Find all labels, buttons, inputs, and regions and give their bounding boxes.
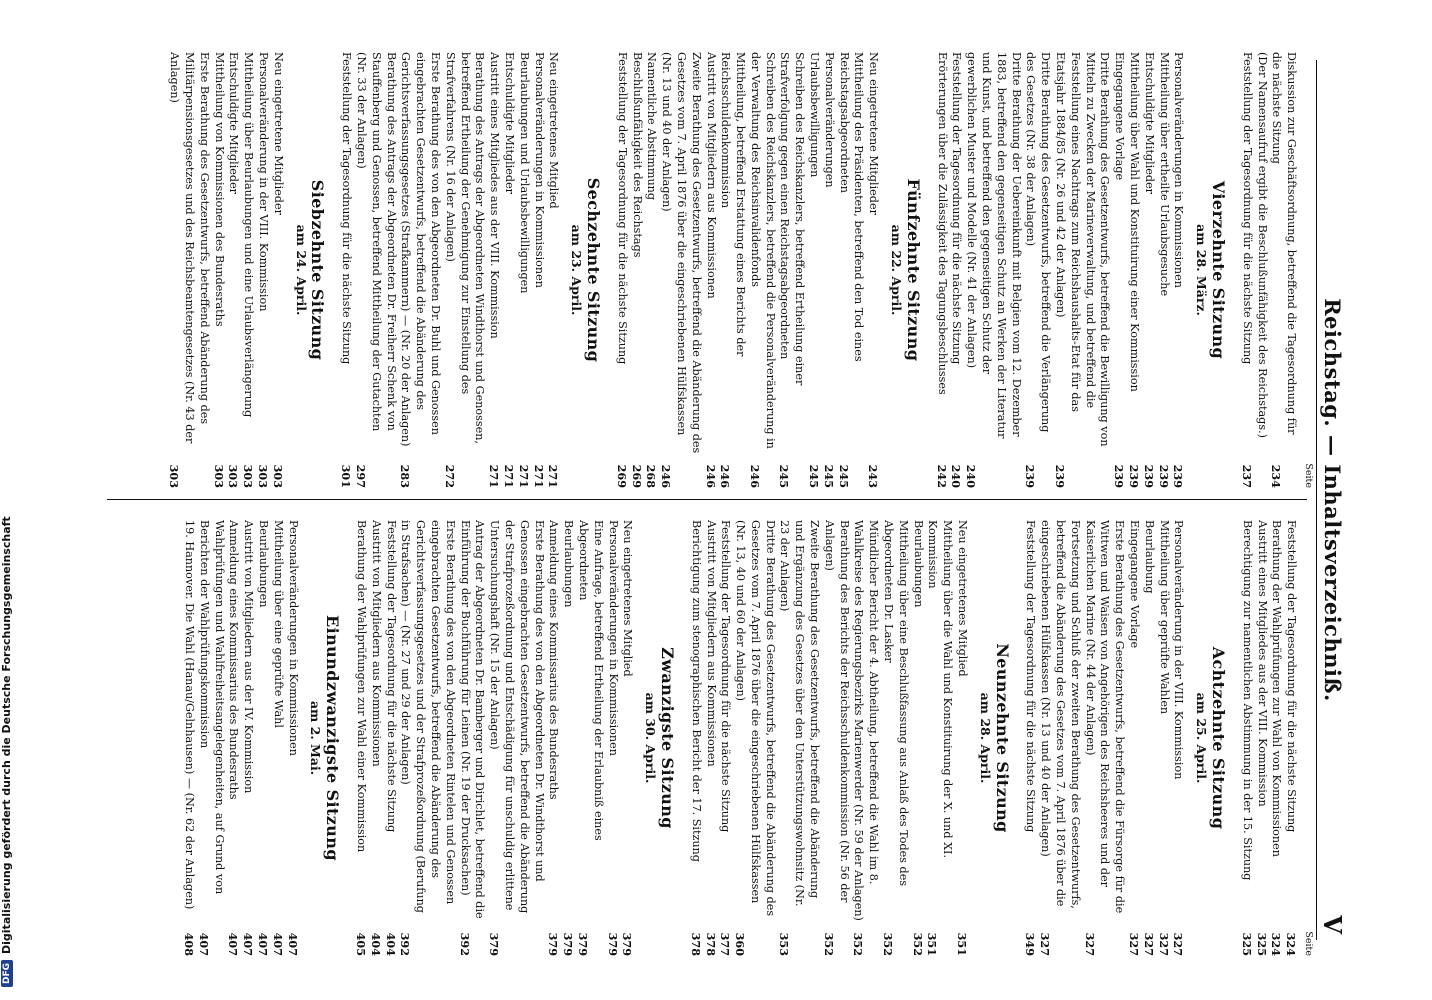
toc-entry bbox=[226, 52, 241, 488]
toc-entry bbox=[954, 520, 969, 956]
entry-page-number: 239 bbox=[1112, 464, 1127, 488]
entry-text: Zweite Berathung des Gesetzentwurfs, betreffend die Abänderung und Ergänzung des Gesetzes über den Unterstützungswohnsitz (Nr. 23 der Anlagen) bbox=[778, 520, 822, 907]
entry-page-number: 246 bbox=[747, 464, 762, 488]
entry-page-number: 379 bbox=[575, 932, 590, 956]
seite-label: Seite bbox=[1303, 931, 1314, 956]
toc-entry bbox=[925, 520, 955, 956]
toc-entry bbox=[1111, 52, 1126, 488]
toc-entry bbox=[270, 52, 285, 488]
toc-section bbox=[166, 52, 328, 488]
section-title: Einundzwanzigste Sitzung bbox=[323, 615, 343, 861]
entry-page-number: 237 bbox=[1239, 464, 1254, 488]
section-date: am 30. April. bbox=[643, 692, 659, 784]
toc-entry bbox=[196, 520, 226, 956]
footer-text: Digitalisierung gefördert durch die Deutsche Forschungsgemeinschaft bbox=[0, 516, 13, 954]
entry-page-number: 239 bbox=[1141, 464, 1156, 488]
entry-page-number: 407 bbox=[270, 932, 285, 956]
entry-text: Namentliche Abstimmung bbox=[645, 52, 659, 201]
entry-text: Beurlaubungen bbox=[257, 520, 270, 608]
entry-text: Entschuldigte Mitglieder bbox=[227, 52, 241, 195]
toc-entry bbox=[240, 520, 255, 956]
toc-entry bbox=[255, 52, 270, 488]
toc-entry bbox=[620, 520, 635, 956]
entry-page-number: 303 bbox=[270, 464, 285, 488]
entry-text: Beurlaubung bbox=[1142, 520, 1156, 594]
entry-text: Fortsetzung und Schluß der zweiten Berathung des Gesetzentwurfs, betreffend die Abänderung des Gesetzes vom 7. April 1876 über die eingeschriebenen Hülfskassen (Nr. 13 und 40 der Anlagen) bbox=[1039, 520, 1082, 909]
toc-entry bbox=[1037, 520, 1081, 956]
entry-text: Mittheilung über ertheilte Urlaubsgesuche bbox=[1157, 52, 1171, 297]
entry-text: Neu eingetretene Mitglieder bbox=[271, 52, 285, 215]
toc-entry bbox=[270, 520, 285, 956]
entry-text: Personalveränderungen in Kommissionen bbox=[1172, 52, 1186, 288]
section-date: am 24. April. bbox=[293, 224, 309, 316]
seite-label: Seite bbox=[1303, 463, 1314, 488]
toc-entry bbox=[255, 520, 270, 956]
entry-page-number: 271 bbox=[487, 464, 502, 488]
toc-entry bbox=[353, 52, 397, 488]
entry-page-number: 327 bbox=[1038, 932, 1053, 956]
toc-section bbox=[688, 520, 1012, 956]
entry-page-number: 352 bbox=[851, 932, 866, 956]
entry-text: Berathung des Berichts der Reichsschuldenkommission (Nr. 56 der Anlagen) bbox=[822, 520, 851, 903]
entry-text: Austritt von Mitgliedern aus Kommissionen bbox=[704, 52, 718, 299]
entry-page-number: 324 bbox=[1269, 932, 1284, 956]
entry-page-number: 324 bbox=[1284, 932, 1299, 956]
entry-text: Feststellung der Tagesordnung für die nächste Sitzung bbox=[615, 52, 629, 365]
entry-text: Erörterungen über die Zulässigkeit des Tagungsbeschlusses bbox=[935, 52, 949, 395]
entry-text: Berechtigung zur namentlichen Abstimmung in der 15. Sitzung bbox=[1240, 520, 1254, 881]
toc-entry bbox=[338, 52, 353, 488]
toc-entry bbox=[934, 52, 949, 488]
entry-page-number: 245 bbox=[821, 464, 836, 488]
section-date: am 23. April. bbox=[569, 224, 585, 316]
entry-page-number: 327 bbox=[1127, 932, 1142, 956]
entry-page-number: 246 bbox=[659, 464, 674, 488]
entry-text: Austritt von Mitgliedern aus der IV. Kommission bbox=[242, 520, 256, 794]
entry-page-number: 377 bbox=[718, 932, 733, 956]
toc-entry bbox=[851, 520, 881, 956]
toc-entry bbox=[703, 52, 718, 488]
entry-text: Schreiben des Reichskanzlers, betreffend Ertheilung einer Strafverfolgung gegen einen Reichstagsabgeordneten bbox=[778, 52, 807, 386]
entry-page-number: 407 bbox=[285, 932, 300, 956]
entry-text: Urlaubsbewilligungen bbox=[808, 52, 822, 178]
entry-page-number: 283 bbox=[398, 464, 413, 488]
toc-section bbox=[353, 520, 677, 956]
entry-page-number: 379 bbox=[605, 932, 620, 956]
toc-entry bbox=[836, 52, 866, 488]
entry-text: Erste Berathung des von den Abgeordneten Dr. Windthorst und Genossen eingebrachten Gesetzentwurfs, betreffend die Abänderung der Strafprozeßordnung und Entschädigung für unschuldig erlittene Untersuchungshaft (Nr. 15 der Anlagen) bbox=[488, 520, 546, 914]
toc-entry bbox=[1126, 520, 1141, 956]
toc-entry bbox=[546, 520, 561, 956]
toc-entry bbox=[747, 52, 777, 488]
toc-entry bbox=[531, 52, 546, 488]
entry-text: Neu eingetretene Mitglieder bbox=[867, 52, 881, 215]
entry-page-number: 243 bbox=[866, 464, 881, 488]
entry-page-number: 240 bbox=[949, 464, 964, 488]
toc-entry bbox=[1269, 520, 1284, 956]
entry-page-number: 352 bbox=[881, 932, 896, 956]
entry-page-number: 239 bbox=[1127, 464, 1142, 488]
toc-entry bbox=[516, 52, 531, 488]
toc-entry bbox=[718, 520, 733, 956]
entry-text: Personalveränderungen in Kommissionen bbox=[532, 52, 546, 288]
toc-entry bbox=[368, 520, 383, 956]
toc-entry bbox=[718, 52, 748, 488]
entry-text: Berathung des Antrags der Abgeordneten Windthorst und Genossen, betreffend Ertheilung der Genehmigung zur Einstellung des Strafverfahrens (Nr. 16 der Anlagen) bbox=[443, 52, 487, 444]
toc-entry bbox=[777, 52, 807, 488]
page-number: V bbox=[1318, 915, 1347, 934]
entry-page-number: 407 bbox=[256, 932, 270, 956]
section-title: Zwanzigste Sitzung bbox=[657, 647, 677, 829]
entry-page-number: 407 bbox=[226, 932, 241, 956]
toc-entry bbox=[546, 52, 561, 488]
entry-page-number: 405 bbox=[353, 932, 368, 956]
section-date: am 22. April. bbox=[889, 224, 905, 316]
entry-text: Berathung des Antrags der Abgeordneten Dr. Freiherr Schenk von Stauffenberg und Genossen, betreffend Mittheilung der Gutachten (Nr. 33 der Anlagen) bbox=[354, 52, 398, 432]
entry-page-number: 378 bbox=[703, 932, 718, 956]
toc-entry bbox=[486, 52, 501, 488]
toc-entry bbox=[821, 52, 836, 488]
entry-text: Zweite Berathung des Gesetzentwurfs, betreffend die Abänderung des Gesetzes vom 7. April 1876 über die eingeschriebenen Hülfskassen (Nr. 13 und 40 der Anlagen) bbox=[660, 52, 703, 454]
entry-page-number: 246 bbox=[703, 464, 718, 488]
entry-page-number: 245 bbox=[836, 464, 851, 488]
section-title: Sechzehnte Sitzung bbox=[583, 177, 603, 363]
entry-text: Antrag der Abgeordneten Dr. Bamberger und Dirichlet, betreffend die Einführung der Buchführung für Leinen (Nr. 19 der Drucksachen) bbox=[458, 520, 487, 919]
entry-page-number: 246 bbox=[718, 464, 733, 488]
entry-page-number: 242 bbox=[934, 464, 949, 488]
section-title: Vierzehnte Sitzung bbox=[1209, 180, 1229, 360]
entry-page-number: 360 bbox=[733, 932, 748, 956]
toc-entry bbox=[1239, 52, 1254, 488]
entry-page-number: 349 bbox=[1023, 932, 1038, 956]
entry-text: Neu eingetretenes Mitglied bbox=[956, 520, 970, 677]
toc-entry bbox=[486, 520, 545, 956]
toc-entry bbox=[629, 52, 644, 488]
entry-page-number: 327 bbox=[1082, 932, 1097, 956]
entry-page-number: 404 bbox=[368, 932, 383, 956]
entry-page-number: 239 bbox=[1156, 464, 1171, 488]
entry-text: Eingegangene Vorlage bbox=[1113, 52, 1127, 181]
entry-text: Neu eingetretenes Mitglied bbox=[621, 520, 635, 677]
entry-text: Personalveränderungen in Kommissionen bbox=[286, 520, 300, 756]
entry-text: Personalveränderung in der VIII. Kommission bbox=[257, 52, 270, 312]
entry-text: Berathung der Wahlprüfungen zur Wahl von Kommissionen bbox=[1270, 520, 1284, 857]
toc-entry bbox=[605, 520, 620, 956]
section-title: Neunzehnte Sitzung bbox=[992, 643, 1012, 833]
entry-text: Feststellung der Tagesordnung für die nächste Sitzung bbox=[719, 520, 733, 833]
entry-page-number: 351 bbox=[925, 932, 940, 956]
toc-entry bbox=[1052, 52, 1111, 488]
section-date: am 28. April. bbox=[977, 692, 993, 784]
entry-text: Mittheilung über die Wahl und Konstituirung der X. und XI. Kommission bbox=[926, 520, 955, 859]
entry-page-number: 239 bbox=[1023, 464, 1038, 488]
header-title: Reichstag. — Inhaltsverzeichniß. bbox=[1320, 298, 1345, 702]
entry-page-number: 303 bbox=[226, 464, 241, 488]
toc-entry bbox=[777, 520, 821, 956]
entry-text: Mittheilung über geprüfte Wahlen bbox=[1157, 520, 1171, 715]
toc-entry bbox=[880, 520, 910, 956]
entry-page-number: 297 bbox=[353, 464, 368, 488]
entry-page-number: 303 bbox=[211, 464, 226, 488]
entry-text: Mittheilung des Präsidenten, betreffend den Tod eines Reichstagsabgeordneten bbox=[837, 52, 866, 362]
entry-page-number: 245 bbox=[777, 464, 792, 488]
section-title: Fünfzehnte Sitzung bbox=[903, 178, 923, 362]
toc-entry bbox=[806, 52, 821, 488]
section-title: Siebzehnte Sitzung bbox=[308, 179, 328, 361]
toc-entry bbox=[614, 52, 629, 488]
entry-text: Erste Berathung des Gesetzentwurfs, betreffend Abänderung des Militärpensionsgesetzes und des Reichsbeamtengesetzes (Nr. 43 der Anlagen) bbox=[168, 52, 211, 444]
entry-text: Mittheilung, betreffend Erstattung eines Berichts der Reichsschuldenkommission bbox=[719, 52, 748, 357]
entry-text: Austritt von Mitgliedern aus Kommissionen bbox=[704, 520, 718, 767]
toc-entry bbox=[1239, 520, 1254, 956]
toc-section bbox=[1239, 520, 1298, 956]
entry-text: Beschlußunfähigkeit des Reichstags bbox=[630, 52, 644, 258]
entry-text: Eine Anfrage, betreffend Ertheilung der Erlaubniß eines Abgeordneten bbox=[576, 520, 605, 841]
entry-page-number: 327 bbox=[1141, 932, 1156, 956]
entry-page-number: 379 bbox=[546, 932, 561, 956]
entry-text: (Der Namensaufruf ergibt die Beschlußunfähigkeit des Reichstags.) bbox=[1255, 52, 1269, 439]
toc-section bbox=[1023, 520, 1229, 956]
entry-text: Dritte Berathung des Gesetzentwurfs, betreffend die Abänderung des Gesetzes vom 7. April 1876 über die eingeschriebenen Hülfskassen (Nr. 13, 40 und 60 der Anlagen) bbox=[734, 520, 777, 917]
toc-entry bbox=[442, 52, 486, 488]
entry-page-number: 271 bbox=[501, 464, 516, 488]
entry-text: Erste Berathung des Gesetzentwurfs, betreffend die Fürsorge für die Wittwen und Waisen von Angehörigen des Reichsheeres und der Kaiserlichen Marine (Nr. 44 der Anlagen) bbox=[1083, 520, 1127, 914]
toc-section bbox=[934, 52, 1229, 488]
toc-entry bbox=[821, 520, 851, 956]
entry-text: Dritte Berathung des Gesetzentwurfs, betreffend die Bewilligung von Mitteln zu Zwecken der Marineverwaltung, und betreffend die Feststellung eines Nachtrags zum Reichshaushalts-Etat für das Etatsjahr 1884/85 (Nr. 26 und 42 der Anlagen) bbox=[1054, 52, 1112, 447]
toc-entry bbox=[910, 520, 925, 956]
entry-text: Anmeldung eines Kommissarius des Bundesraths bbox=[227, 520, 241, 800]
entry-text: Dritte Berathung der Uebereinkunft mit Belgien vom 12. Dezember 1883, betreffend den gegenseitigen Schutz an Werken der Literatur und Kunst, und betreffend den gegenseitigen Schutz der gewerblichen Muster und Modelle (Nr. 41 der Anlagen) bbox=[965, 52, 1023, 439]
entry-text: Austritt von Mitgliedern aus Kommissionen bbox=[369, 520, 383, 767]
toc-entry bbox=[949, 52, 964, 488]
toc-entry bbox=[1254, 52, 1269, 488]
dfg-footer bbox=[0, 0, 13, 995]
entry-page-number: 245 bbox=[807, 464, 822, 488]
entry-page-number: 379 bbox=[487, 932, 502, 956]
entry-page-number: 352 bbox=[821, 932, 836, 956]
toc-entry bbox=[658, 52, 702, 488]
entry-page-number: 351 bbox=[955, 932, 970, 956]
entry-page-number: 303 bbox=[241, 464, 256, 488]
toc-section bbox=[181, 520, 343, 956]
entry-text: Anmeldung eines Kommissarius des Bundesraths bbox=[547, 520, 561, 800]
entry-page-number: 234 bbox=[1269, 464, 1284, 488]
entry-page-number: 379 bbox=[561, 932, 576, 956]
column-divider bbox=[107, 499, 1307, 500]
entry-text: Austritt eines Mitgliedes aus der VIII. Kommission bbox=[1255, 520, 1269, 807]
entry-page-number: 327 bbox=[1156, 932, 1171, 956]
entry-page-number: 379 bbox=[620, 932, 635, 956]
toc-entry bbox=[226, 520, 241, 956]
entry-page-number: 303 bbox=[256, 464, 270, 488]
section-date: am 25. April. bbox=[1194, 692, 1210, 784]
entry-text: Beurlaubungen bbox=[562, 520, 576, 608]
entry-page-number: 303 bbox=[167, 464, 182, 488]
entry-text: Schreiben des Reichskanzlers, betreffend die Personalveränderung in der Verwaltung des Reichsinvalidenfonds bbox=[748, 52, 777, 449]
entry-text: Feststellung der Tagesordnung für die nächste Sitzung bbox=[1240, 52, 1254, 365]
section-date: am 28. März. bbox=[1194, 224, 1210, 316]
entry-text: Entschuldigte Mitglieder bbox=[502, 52, 516, 195]
entry-page-number: 239 bbox=[1053, 464, 1068, 488]
toc-entry bbox=[501, 52, 516, 488]
toc-entry bbox=[703, 520, 718, 956]
entry-text: Erste Berathung des von den Abgeordneten Dr. Buhl und Genossen eingebrachten Gesetzentwurfs, betreffend die Abänderung des Gerichtsverfassungsgesetzes (Strafkammern) — (Nr. 20 der Anlagen) bbox=[399, 52, 442, 447]
toc-entry bbox=[383, 520, 398, 956]
entry-text: Personalveränderungen bbox=[822, 52, 836, 188]
toc-entry bbox=[240, 52, 255, 488]
entry-page-number: 325 bbox=[1254, 932, 1269, 956]
entry-text: 19. Hannover. Die Wahl (Hanau/Gelnhausen) — (Nr. 62 der Anlagen) bbox=[183, 520, 197, 910]
toc-entry bbox=[1283, 520, 1298, 956]
toc-entry bbox=[1171, 520, 1186, 956]
entry-page-number: 271 bbox=[516, 464, 531, 488]
entry-text: Feststellung der Tagesordnung für die nächste Sitzung bbox=[1285, 520, 1299, 833]
entry-text: Entschuldigte Mitglieder bbox=[1142, 52, 1156, 195]
section-date: am 2. Mai. bbox=[308, 700, 324, 776]
toc-entry bbox=[732, 520, 776, 956]
entry-page-number: 269 bbox=[629, 464, 644, 488]
entry-text: Mittheilung von Kommissionen des Bundesraths bbox=[212, 52, 226, 327]
toc-entry bbox=[1254, 520, 1269, 956]
toc-entry bbox=[166, 52, 210, 488]
toc-entry bbox=[560, 520, 575, 956]
toc-section bbox=[614, 52, 923, 488]
toc-entry bbox=[963, 52, 1022, 488]
entry-page-number: 271 bbox=[546, 464, 561, 488]
toc-entry bbox=[1156, 52, 1171, 488]
page-header bbox=[1316, 60, 1347, 940]
entry-page-number: 352 bbox=[910, 932, 925, 956]
entry-page-number: 392 bbox=[398, 932, 413, 956]
entry-text: Wahlprüfungen und Wahlfreiheitsangelegenheiten, auf Grund von Berichten der Wahlprüfungskommission bbox=[197, 520, 226, 895]
entry-page-number: 353 bbox=[777, 932, 792, 956]
entry-page-number: 407 bbox=[241, 932, 256, 956]
entry-text: Feststellung der Tagesordnung für die nächste Sitzung bbox=[384, 520, 398, 833]
entry-text: Neu eingetretenes Mitglied bbox=[547, 52, 561, 209]
toc-entry bbox=[398, 52, 442, 488]
toc-entry bbox=[457, 520, 487, 956]
entry-page-number: 325 bbox=[1239, 932, 1254, 956]
toc-section bbox=[1239, 52, 1298, 488]
entry-page-number: 240 bbox=[964, 464, 979, 488]
entry-text: Beurlaubungen und Urlaubsbewilligungen bbox=[517, 52, 531, 294]
entry-page-number: 269 bbox=[614, 464, 629, 488]
entry-page-number: 408 bbox=[182, 932, 197, 956]
entry-text: Diskussion zur Geschäftsordnung, betreffend die Tagesordnung für die nächste Sitzung bbox=[1270, 52, 1299, 435]
toc-entry bbox=[1082, 520, 1126, 956]
entry-text: Berichtigung zum stenographischen Bericht der 17. Sitzung bbox=[689, 520, 703, 862]
toc-entry bbox=[285, 520, 300, 956]
entry-page-number: 392 bbox=[457, 932, 472, 956]
toc-entry bbox=[865, 52, 880, 488]
toc-entry bbox=[1141, 520, 1156, 956]
entry-page-number: 404 bbox=[383, 932, 398, 956]
toc-entry bbox=[1023, 52, 1053, 488]
toc-entry bbox=[1156, 520, 1171, 956]
entry-page-number: 272 bbox=[442, 464, 457, 488]
entry-text: Mittheilung über eine geprüfte Wahl bbox=[271, 520, 285, 728]
toc-entry bbox=[1269, 52, 1299, 488]
entry-text: Mittheilung über Wahl und Konstituirung einer Kommission bbox=[1128, 52, 1142, 392]
toc-section bbox=[338, 52, 603, 488]
entry-text: Mittheilung über Beurlaubungen und eine Urlaubsverlängerung bbox=[242, 52, 256, 418]
entry-text: Austritt eines Mitgliedes aus der VIII. Kommission bbox=[488, 52, 502, 339]
toc-entry bbox=[1023, 520, 1038, 956]
toc-entry bbox=[1141, 52, 1156, 488]
entry-text: Feststellung der Tagesordnung für die nächste Sitzung bbox=[340, 52, 354, 365]
entry-text: Dritte Berathung des Gesetzentwurfs, betreffend die Verlängerung des Gesetzes (Nr. 38 der Anlagen) bbox=[1024, 52, 1053, 433]
entry-page-number: 268 bbox=[644, 464, 659, 488]
entry-text: Feststellung der Tagesordnung für die nächste Sitzung bbox=[1024, 520, 1038, 833]
entry-text: Eingegangene Vorlage bbox=[1128, 520, 1142, 649]
rotated-document-page bbox=[71, 30, 1361, 970]
toc-entry bbox=[398, 520, 457, 956]
toc-entry bbox=[353, 520, 368, 956]
entry-page-number: 378 bbox=[688, 932, 703, 956]
toc-entry bbox=[688, 520, 703, 956]
entry-page-number: 271 bbox=[531, 464, 546, 488]
right-column bbox=[181, 520, 1315, 956]
entry-text: Personalveränderungen in Kommissionen bbox=[606, 520, 620, 756]
entry-page-number: 327 bbox=[1171, 932, 1186, 956]
entry-text: Berathung der Wahlprüfungen zur Wahl einer Kommission bbox=[354, 520, 368, 853]
toc-entry bbox=[181, 520, 196, 956]
entry-text: Erste Berathung des von den Abgeordneten Rintelen und Genossen eingebrachten Gesetzentwurfs, betreffend die Abänderung des Gerichtsverfassungsgesetzes und der Strafprozeßordnung (Berufung in Strafsachen) — (Nr. 27 und 29 der Anlagen) bbox=[399, 520, 457, 913]
entry-text: Beurlaubungen bbox=[911, 520, 925, 608]
entry-text: Feststellung der Tagesordnung für die nächste Sitzung bbox=[950, 52, 964, 365]
left-column bbox=[166, 52, 1315, 488]
toc-entry bbox=[211, 52, 226, 488]
toc-entry bbox=[644, 52, 659, 488]
entry-page-number: 239 bbox=[1171, 464, 1186, 488]
entry-text: Mittheilung über eine Beschlußfassung aus Anlaß des Todes des Abgeordneten Dr. Lasker bbox=[882, 520, 910, 887]
entry-page-number: 301 bbox=[339, 464, 354, 488]
toc-entry bbox=[1126, 52, 1141, 488]
entry-text: Mündlicher Bericht der 4. Abtheilung, betreffend die Wahl im 8. Wahlkreise des Regierungsbezirks Marienwerder (Nr. 59 der Anlagen) bbox=[852, 520, 881, 921]
toc-entry bbox=[575, 520, 605, 956]
section-title: Achtzehnte Sitzung bbox=[1209, 646, 1229, 830]
entry-text: Personalveränderung in der VIII. Kommission bbox=[1172, 520, 1186, 780]
dfg-logo: DFG bbox=[1, 960, 13, 987]
entry-page-number: 407 bbox=[196, 932, 211, 956]
toc-entry bbox=[1171, 52, 1186, 488]
